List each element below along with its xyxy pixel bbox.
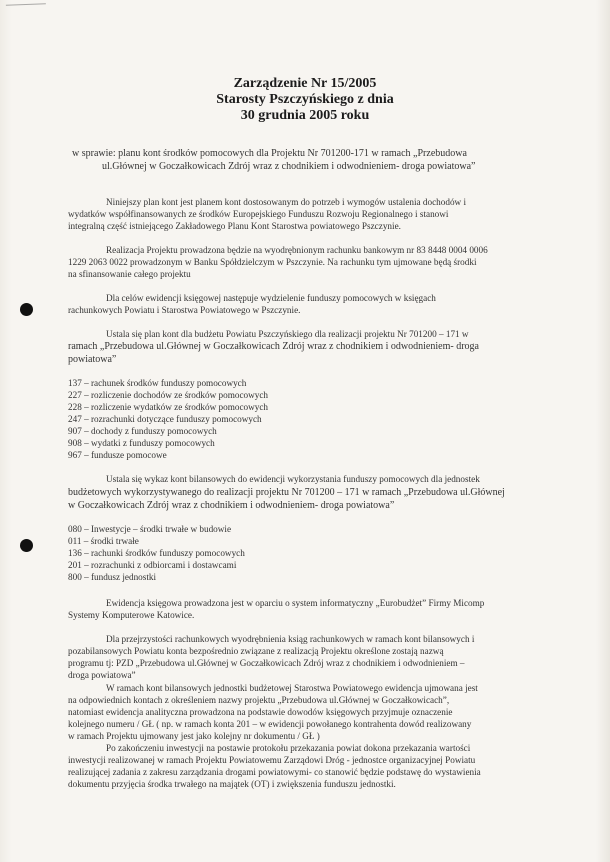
paragraph-8-line-4: kolejnego numeru / GŁ ( np. w ramach konta 201 – w ewidencji powołanego kontrahenta dowód realizowany: [68, 719, 472, 729]
punch-hole-bottom: [20, 539, 33, 552]
list-item: 080 – Inwestycje – środki trwałe w budowie: [68, 524, 232, 534]
paragraph-5-line-2: budżetowych wykorzystywanego do realizacji projektu Nr 701200 – 171 w ramach „Przebudowa ul.Głównej: [68, 487, 505, 498]
paragraph-6-line-1: Ewidencja księgowa prowadzona jest w oparciu o system informatyczny „Eurobudżet” Firmy Micomp: [106, 598, 485, 608]
paragraph-9-line-2: inwestycji realizowanej w ramach Projektu Powiatowemu Zarządowi Dróg - jednostce organizacyjnej Powiatu: [68, 755, 476, 765]
paragraph-3-line-2: rachunkowych Powiatu i Starostwa Powiatowego w Pszczynie.: [68, 305, 301, 315]
paragraph-9-line-3: realizującej zadania z zakresu zarządzania drogami powiatowymi- co stanowić będzie podstawę do wystawienia: [68, 767, 481, 777]
paragraph-1-line-3: integralną część istniejącego Zakładowego Planu Kont Starostwa powiatowego Pszczynie.: [68, 221, 401, 231]
paragraph-7-line-2: pozabilansowych Powiatu konta bezpośrednio związane z realizacją Projektu określone zostają nazwą: [68, 646, 444, 656]
list-item: 137 – rachunek środków funduszy pomocowych: [68, 378, 247, 388]
list-item: 967 – fundusze pomocowe: [68, 450, 167, 460]
list-item: 136 – rachunki środków funduszy pomocowych: [68, 548, 245, 558]
paragraph-2-line-3: na sfinansowanie całego projektu: [68, 269, 191, 279]
paragraph-7-line-3: programu tj: PZD „Przebudowa ul.Głównej w Goczałkowicach Zdrój wraz z chodnikiem i odwodnieniem –: [68, 658, 465, 668]
paragraph-1-line-1: Niniejszy plan kont jest planem kont dostosowanym do potrzeb i wymogów ustalenia dochodów i: [106, 197, 467, 207]
paragraph-5-line-1: Ustala się wykaz kont bilansowych do ewidencji wykorzystania funduszy pomocowych dla jednostek: [106, 474, 480, 484]
title-line-3: 30 grudnia 2005 roku: [240, 108, 370, 123]
list-item: 907 – dochody z funduszy pomocowych: [68, 426, 217, 436]
scan-mark: [6, 3, 46, 13]
paragraph-9-line-4: dokumentu przyjęcia środka trwałego na majątek (OT) i zwiększenia funduszu jednostki.: [68, 779, 396, 789]
subject-line-2: ul.Głównej w Goczałkowicach Zdrój wraz z chodnikiem i odwodnieniem- droga powiatowa”: [102, 161, 476, 172]
list-item: 011 – środki trwałe: [68, 536, 139, 546]
paragraph-6-line-2: Systemy Komputerowe Katowice.: [68, 610, 195, 620]
paragraph-3-line-1: Dla celów ewidencji księgowej następuje wydzielenie funduszy pomocowych w księgach: [106, 293, 436, 303]
list-item: 247 – rozrachunki dotyczące funduszy pomocowych: [68, 414, 262, 424]
paragraph-4-line-3: powiatowa”: [68, 354, 117, 365]
title-line-1: Zarządzenie Nr 15/2005: [233, 76, 377, 91]
list-item: 227 – rozliczenie dochodów ze środków pomocowych: [68, 390, 269, 400]
paragraph-5-line-3: w Goczałkowicach Zdrój wraz z chodnikiem i odwodnieniem- droga powiatowa”: [68, 500, 395, 511]
paragraph-2-line-2: 1229 2063 0022 prowadzonym w Banku Spółdzielczym w Pszczynie. Na rachunku tym ujmowane będą środki: [68, 257, 477, 267]
punch-hole-top: [20, 303, 33, 316]
list-item: 228 – rozliczenie wydatków ze środków pomocowych: [68, 402, 269, 412]
paragraph-2-line-1: Realizacja Projektu prowadzona będzie na wyodrębnionym rachunku bankowym nr 83 8448 0004 0006: [106, 245, 488, 255]
paragraph-7-line-4: droga powiatowa”: [68, 670, 136, 680]
paragraph-4-line-2: ramach „Przebudowa ul.Głównej w Goczałkowicach Zdrój wraz z chodnikiem i odwodnieniem- droga: [68, 341, 479, 352]
paragraph-9-line-1: Po zakończeniu inwestycji na postawie protokołu przekazania powiat dokona przekazania wartości: [106, 743, 471, 753]
subject-line-1: w sprawie: planu kont środków pomocowych dla Projektu Nr 701200-171 w ramach „Przebudowa: [72, 148, 467, 159]
paragraph-8-line-5: w ramach Projektu ujmowany jest jako kolejny nr dokumentu / GŁ ): [68, 731, 320, 741]
list-item: 908 – wydatki z funduszy pomocowych: [68, 438, 215, 448]
list-item: 800 – fundusz jednostki: [68, 572, 157, 582]
paragraph-1-line-2: wydatków współfinansowanych ze środków Europejskiego Funduszu Rozwoju Regionalnego i stanowi: [68, 209, 449, 219]
list-item: 201 – rozrachunki z odbiorcami i dostawcami: [68, 560, 237, 570]
paragraph-7-line-1: Dla przejrzystości rachunkowych wyodrębnienia ksiąg rachunkowych w ramach kont bilansowych i: [106, 634, 475, 644]
paragraph-4-line-1: Ustala się plan kont dla budżetu Powiatu Pszczyńskiego dla realizacji projektu Nr 701200 – 171 w: [106, 329, 469, 339]
paragraph-8-line-2: na odpowiednich kontach z określeniem nazwy projektu „Przebudowa ul.Głównej w Goczałkowicach”,: [68, 695, 450, 705]
paragraph-8-line-1: W ramach kont bilansowych jednostki budżetowej Starostwa Powiatowego ewidencja ujmowana jest: [106, 683, 478, 693]
title-line-2: Starosty Pszczyńskiego z dnia: [216, 92, 394, 107]
paragraph-8-line-3: natomiast ewidencja analityczna prowadzona na podstawie dowodów księgowych przyjmuje oznaczenie: [68, 707, 453, 717]
